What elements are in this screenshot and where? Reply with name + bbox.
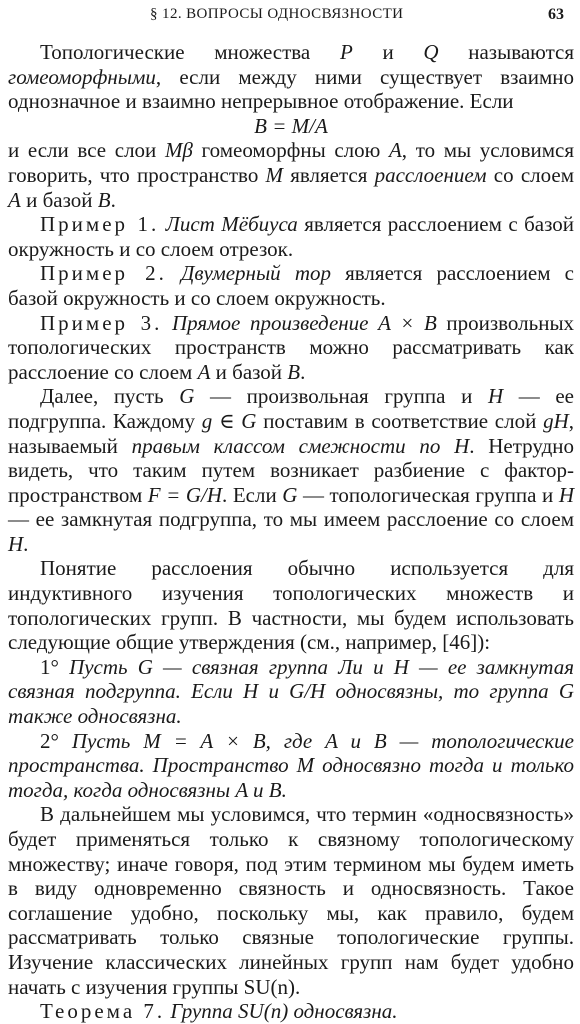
statement-2: 2° Пусть M = A × B, где A и B — топологические пространства. Пространство M односвязно тогда и только тогда, когда односвязны A и B. [8, 728, 574, 802]
example-3-label: Пример 3. [40, 310, 163, 335]
paragraph-simply-connected: В дальнейшем мы условимся, что термин «односвязность» будет применяться только к связному топологическому множеству; иначе говоря, под этим термином мы будем иметь в виду одновременно связность и односвязность. Такое соглашение удобно, поскольку мы, как правило, будем рассматривать только связные топологические группы. Изучение классических линейных групп нам будет удобно начать с изучения группы SU(n). [8, 802, 574, 999]
paragraph-coset: Далее, пусть G — произвольная группа и H — ее подгруппа. Каждому g ∈ G поставим в соответствие слой gH, называемый правым классом смежности по H. Нетрудно видеть, что таким путем возникает разбиение с фактор-пространством F = G/H. Если G — топологическая группа и H — ее замкнутая подгруппа, то мы имеем расслоение со слоем H. [8, 384, 575, 556]
body-text [8, 40, 574, 1024]
running-head: § 12. ВОПРОСЫ ОДНОСВЯЗНОСТИ [150, 6, 404, 22]
page-header [0, 6, 580, 30]
example-2: Пример 2. Двумерный тор является расслоением с базой окружность и со слоем окружность. [8, 261, 575, 310]
example-2-label: Пример 2. [40, 261, 167, 286]
example-3: Пример 3. Прямое произведение A × B произвольных топологических пространств можно рассматривать как расслоение со слоем A и базой B. [8, 310, 575, 384]
term-fibration: расслоением [374, 162, 487, 187]
paragraph-fibration-usage: Понятие расслоения обычно используется для индуктивного изучения топологических множеств и топологических групп. В частности, мы будем использовать следующие общие утверждения (см., например, [46]): [8, 556, 574, 655]
paragraph-homeomorphic: Топологические множества P и Q называются гомеоморфными, если между ними существует взаимно однозначное и взаимно непрерывное отображение. Если [8, 40, 574, 114]
statement-1: 1° Пусть G — связная группа Ли и H — ее замкнутая связная подгруппа. Если H и G/H односвязны, то группа G также односвязна. [8, 654, 574, 729]
term-right-coset: правым классом смежности по H [131, 433, 470, 458]
term-homeomorphic: гомеоморфными [8, 64, 156, 89]
paragraph-fibration: и если все слои Mβ гомеоморфны слою A, то мы условимся говорить, что пространство M является расслоением со слоем A и базой B. [8, 138, 575, 212]
theorem-label: Теорема 7. [40, 999, 166, 1024]
equation: B = M/A [254, 113, 328, 138]
theorem-7: Теорема 7. Группа SU(n) односвязна. [40, 999, 398, 1024]
example-1: Пример 1. Лист Мёбиуса является расслоением с базой окружность и со слоем отрезок. [8, 212, 575, 261]
example-1-label: Пример 1. [40, 212, 160, 237]
page-number: 63 [548, 6, 564, 23]
